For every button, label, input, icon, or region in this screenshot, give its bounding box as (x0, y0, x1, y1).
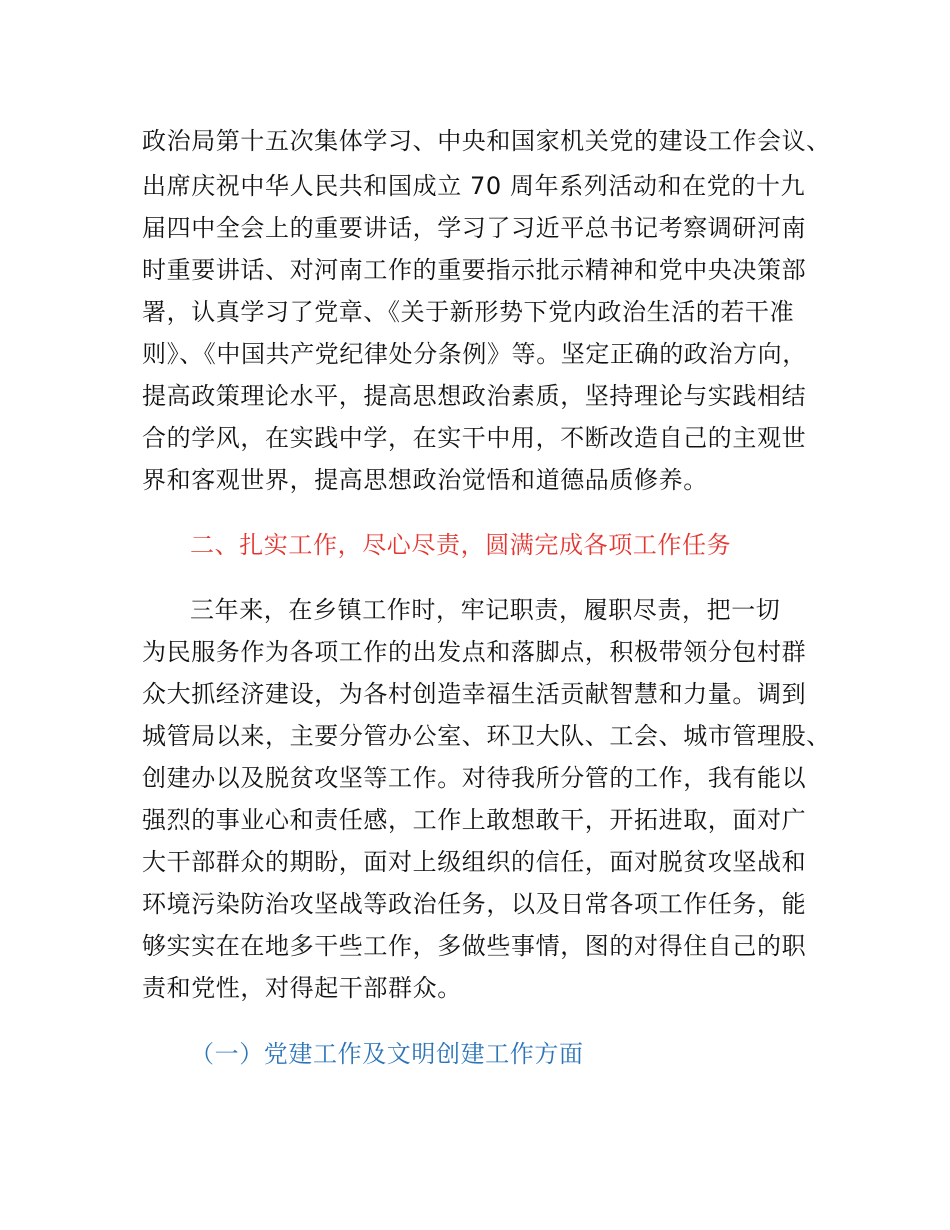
paragraph1-line: 界和客观世界，提高思想政治觉悟和道德品质修养。 (142, 466, 708, 494)
paragraph2-line: 城管局以来，主要分管办公室、环卫大队、工会、城市管理股、 (142, 722, 831, 750)
paragraph2-line: 众大抓经济建设，为各村创造幸福生活贡献智慧和力量。调到 (142, 680, 807, 708)
paragraph1-line: 则》、《中国共产党纪律处分条例》等。坚定正确的政治方向， (142, 340, 807, 368)
paragraph1-line: 署，认真学习了党章、《关于新形势下党内政治生活的若干准 (142, 298, 795, 326)
paragraph1-line: 出席庆祝中华人民共和国成立 70 周年系列活动和在党的十九 (142, 172, 806, 200)
paragraph2-line: 大干部群众的期盼，面对上级组织的信任，面对脱贫攻坚战和 (142, 848, 807, 876)
paragraph2-line: 三年来，在乡镇工作时，牢记职责，履职尽责，把一切 (190, 596, 781, 624)
paragraph1-line: 时重要讲话、对河南工作的重要指示批示精神和党中央决策部 (142, 256, 807, 284)
paragraph2-line: 强烈的事业心和责任感，工作上敢想敢干，开拓进取，面对广 (142, 806, 807, 834)
paragraph1-line: 届四中全会上的重要讲话，学习了习近平总书记考察调研河南 (142, 214, 807, 242)
paragraph2-line: 责和党性，对得起干部群众。 (142, 974, 462, 1002)
section-heading: 二、扎实工作，尽心尽责，圆满完成各项工作任务 (190, 531, 732, 559)
paragraph2-line: 创建办以及脱贫攻坚等工作。对待我所分管的工作，我有能以 (142, 764, 807, 792)
paragraph2-line: 环境污染防治攻坚战等政治任务，以及日常各项工作任务，能 (142, 890, 807, 918)
paragraph2-line: 为民服务作为各项工作的出发点和落脚点，积极带领分包村群 (142, 638, 807, 666)
subsection-heading: （一）党建工作及文明创建工作方面 (190, 1040, 584, 1068)
paragraph1-line: 合的学风，在实践中学，在实干中用，不断改造自己的主观世 (142, 424, 807, 452)
paragraph1-line: 政治局第十五次集体学习、中央和国家机关党的建设工作会议、 (142, 127, 831, 155)
paragraph2-line: 够实实在在地多干些工作，多做些事情，图的对得住自己的职 (142, 932, 807, 960)
paragraph1-line: 提高政策理论水平，提高思想政治素质，坚持理论与实践相结 (142, 382, 807, 410)
